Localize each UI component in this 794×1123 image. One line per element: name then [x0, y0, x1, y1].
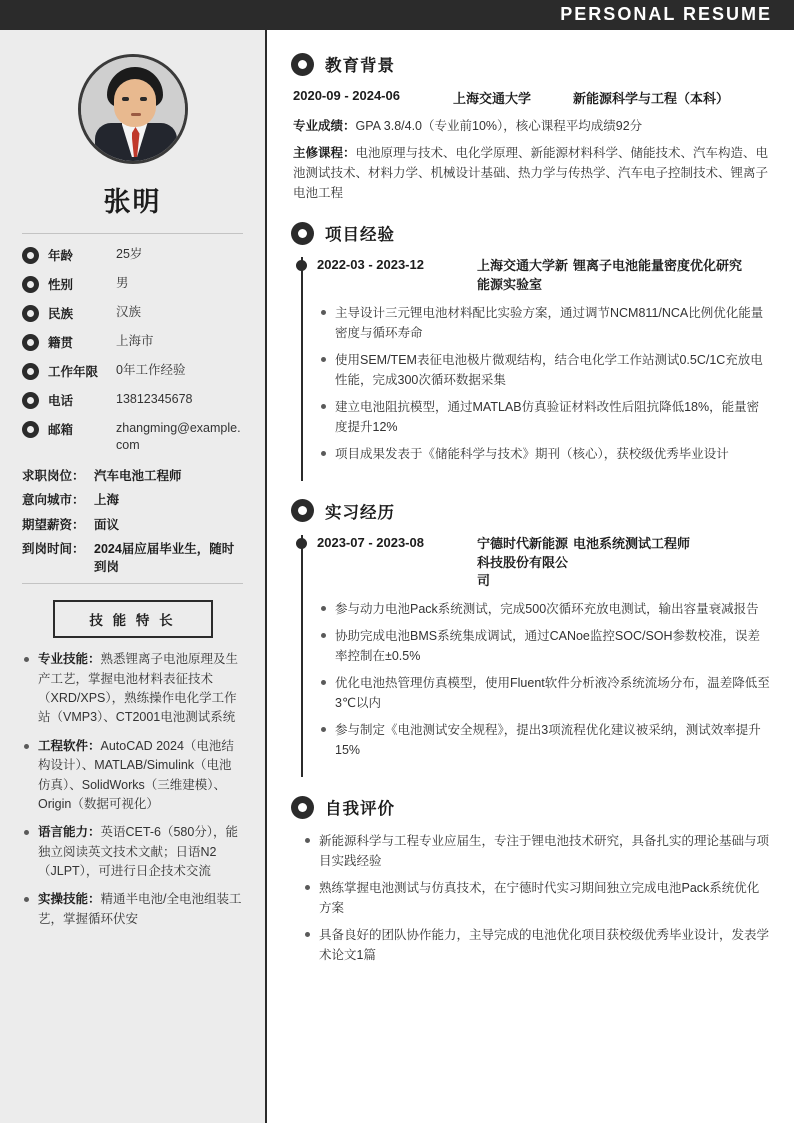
timeline-item — [317, 257, 770, 481]
intent-value: 上海 — [94, 493, 120, 508]
project-timeline — [301, 257, 770, 481]
ring-bullet-icon — [22, 392, 39, 409]
education-date: 2020-09 - 2024-06 — [293, 88, 400, 103]
intent-value: 2024届应届毕业生，随时到岗 — [94, 542, 235, 574]
timeline-dot-icon — [296, 260, 307, 271]
project-role: 锂离子电池能量密度优化研究 — [573, 258, 743, 273]
skills-list — [22, 650, 243, 929]
ring-bullet-icon — [291, 796, 314, 819]
ring-bullet-icon — [22, 421, 39, 438]
list-item — [22, 362, 243, 380]
education-entry — [293, 88, 770, 107]
info-label: 籍贯 — [48, 336, 74, 350]
education-gpa-text: GPA 3.8/4.0（专业前10%），核心课程平均成绩92分 — [355, 119, 643, 133]
list-item: 参与动力电池Pack系统测试，完成500次循环充放电测试，输出容量衰减报告 — [317, 599, 770, 619]
skill-text: 熟悉锂离子电池原理及生产工艺，掌握电池材料表征技术（XRD/XPS），熟练操作电化学工作站（VMP3）、CT2001电池测试系统 — [38, 652, 239, 725]
intent-label: 意向城市： — [22, 493, 85, 508]
section-self-evaluation — [291, 795, 770, 965]
timeline-heading — [317, 257, 770, 295]
skill-text: 英语CET-6（580分），能独立阅读英文技术文献；日语N2（JLPT），可进行日企技术交流 — [38, 825, 239, 878]
list-item — [22, 275, 243, 293]
list-item — [22, 391, 243, 409]
skill-label: 实操技能： — [38, 892, 101, 907]
info-value: 0年工作经验 — [116, 363, 186, 377]
list-item: 主导设计三元锂电池材料配比实验方案，通过调节NCM811/NCA比例优化能量密度与循环寿命 — [317, 303, 770, 343]
project-org: 上海交通大学新能源实验室 — [477, 258, 569, 292]
section-title: 教育背景 — [325, 57, 395, 75]
ring-bullet-icon — [291, 222, 314, 245]
list-item — [22, 890, 243, 929]
education-major: 新能源科学与工程（本科） — [573, 91, 730, 106]
section-header — [291, 499, 770, 523]
intent-value: 汽车电池工程师 — [94, 468, 182, 483]
list-item: 参与制定《电池测试安全规程》，提出3项流程优化建议被采纳，测试效率提升15% — [317, 720, 770, 760]
info-label: 工作年限 — [48, 365, 99, 379]
list-item — [22, 420, 243, 454]
education-courses-label: 主修课程： — [293, 146, 356, 160]
project-date: 2022-03 - 2023-12 — [317, 257, 424, 272]
list-item: 新能源科学与工程专业应届生，专注于锂电池技术研究，具备扎实的理论基础与项目实践经验 — [301, 831, 770, 871]
skill-text: 精通半电池/全电池组装工艺，掌握循环伏安 — [38, 892, 242, 926]
intent-label: 期望薪资： — [22, 517, 85, 532]
list-item — [22, 650, 243, 728]
skill-label: 语言能力： — [38, 825, 101, 840]
ring-bullet-icon — [22, 247, 39, 264]
intent-label: 到岗时间： — [22, 542, 85, 557]
sidebar — [0, 30, 265, 1123]
list-item: 熟练掌握电池测试与仿真技术，在宁德时代实习期间独立完成电池Pack系统优化方案 — [301, 878, 770, 918]
job-intent-block — [22, 468, 243, 577]
ring-bullet-icon — [22, 334, 39, 351]
section-title: 实习经历 — [325, 503, 395, 522]
education-school: 上海交通大学 — [453, 91, 532, 106]
list-item: 使用SEM/TEM表征电池极片微观结构，结合电化学工作站测试0.5C/1C充放电性能，完成300次循环数据采集 — [317, 350, 770, 390]
section-title: 自我评价 — [325, 800, 395, 819]
list-item: 建立电池阻抗模型，通过MATLAB仿真验证材料改性后阻抗降低18%，能量密度提升12% — [317, 397, 770, 437]
list-item: 项目成果发表于《储能科学与技术》期刊（核心），获校级优秀毕业设计 — [317, 444, 770, 464]
skill-label: 专业技能： — [38, 652, 101, 667]
section-header — [291, 52, 770, 76]
section-header — [291, 221, 770, 245]
info-label: 性别 — [48, 278, 74, 292]
resume-page — [0, 30, 794, 1123]
skills-heading: 技 能 特 长 — [53, 600, 213, 638]
education-courses-text: 电池原理与技术、电化学原理、新能源材料科学、储能技术、汽车构造、电池测试技术、材料力学、机械设计基础、热力学与传热学、汽车电子控制技术、锂离子电池工程 — [293, 146, 769, 200]
info-value: 上海市 — [116, 334, 154, 348]
portrait-avatar-icon — [78, 54, 188, 164]
list-item — [22, 541, 243, 576]
skill-text: AutoCAD 2024（电池结构设计）、MATLAB/Simulink（电池仿真）、SolidWorks（三维建模）、Origin（数据可视化） — [38, 738, 234, 811]
intent-value: 面议 — [94, 517, 120, 532]
info-value: 汉族 — [116, 305, 142, 319]
self-evaluation-points — [301, 831, 770, 965]
info-value: 13812345678 — [116, 392, 193, 406]
ring-bullet-icon — [22, 363, 39, 380]
ring-bullet-icon — [291, 53, 314, 76]
section-title: 项目经验 — [325, 226, 395, 244]
top-bar — [0, 0, 794, 30]
info-value: 男 — [116, 276, 129, 290]
info-value: zhangming@example.com — [116, 421, 241, 452]
main-content — [265, 30, 794, 1123]
list-item — [22, 246, 243, 264]
section-internship — [291, 499, 770, 778]
section-project — [291, 221, 770, 481]
list-item — [22, 737, 243, 815]
list-item — [22, 304, 243, 322]
education-gpa — [293, 116, 770, 136]
divider — [22, 233, 243, 234]
personal-info-list — [22, 246, 243, 454]
skill-label: 工程软件： — [38, 738, 101, 753]
project-points — [317, 303, 770, 464]
list-item — [22, 468, 243, 486]
info-label: 民族 — [48, 307, 74, 321]
list-item: 协助完成电池BMS系统集成调试，通过CANoe监控SOC/SOH参数校准，误差率控制在±0.5% — [317, 626, 770, 666]
section-education — [291, 52, 770, 203]
info-value: 25岁 — [116, 247, 143, 261]
info-label: 电话 — [48, 394, 74, 408]
internship-role: 电池系统测试工程师 — [573, 535, 691, 551]
internship-points — [317, 599, 770, 760]
avatar-wrapper — [22, 54, 243, 164]
list-item: 具备良好的团队协作能力，主导完成的电池优化项目获校级优秀毕业设计，发表学术论文1篇 — [301, 925, 770, 965]
timeline-item — [317, 535, 770, 778]
section-header — [291, 795, 770, 819]
resume-title: PERSONAL RESUME — [560, 4, 772, 24]
internship-org: 宁德时代新能源科技股份有限公司 — [477, 535, 569, 589]
info-label: 邮箱 — [48, 423, 74, 437]
column-divider — [265, 30, 267, 1123]
list-item — [22, 517, 243, 535]
timeline-dot-icon — [296, 538, 307, 549]
list-item — [22, 823, 243, 881]
internship-timeline — [301, 535, 770, 778]
education-gpa-label: 专业成绩： — [293, 119, 356, 133]
list-item — [22, 492, 243, 510]
list-item: 优化电池热管理仿真模型，使用Fluent软件分析液冷系统流场分布，温差降低至3℃以内 — [317, 673, 770, 713]
divider — [22, 583, 243, 584]
ring-bullet-icon — [291, 499, 314, 522]
list-item — [22, 333, 243, 351]
ring-bullet-icon — [22, 305, 39, 322]
education-courses — [293, 143, 770, 203]
info-label: 年龄 — [48, 249, 74, 263]
candidate-name: 张明 — [103, 187, 162, 217]
internship-date: 2023-07 - 2023-08 — [317, 534, 424, 550]
ring-bullet-icon — [22, 276, 39, 293]
intent-label: 求职岗位： — [22, 468, 85, 483]
timeline-heading — [317, 535, 770, 592]
